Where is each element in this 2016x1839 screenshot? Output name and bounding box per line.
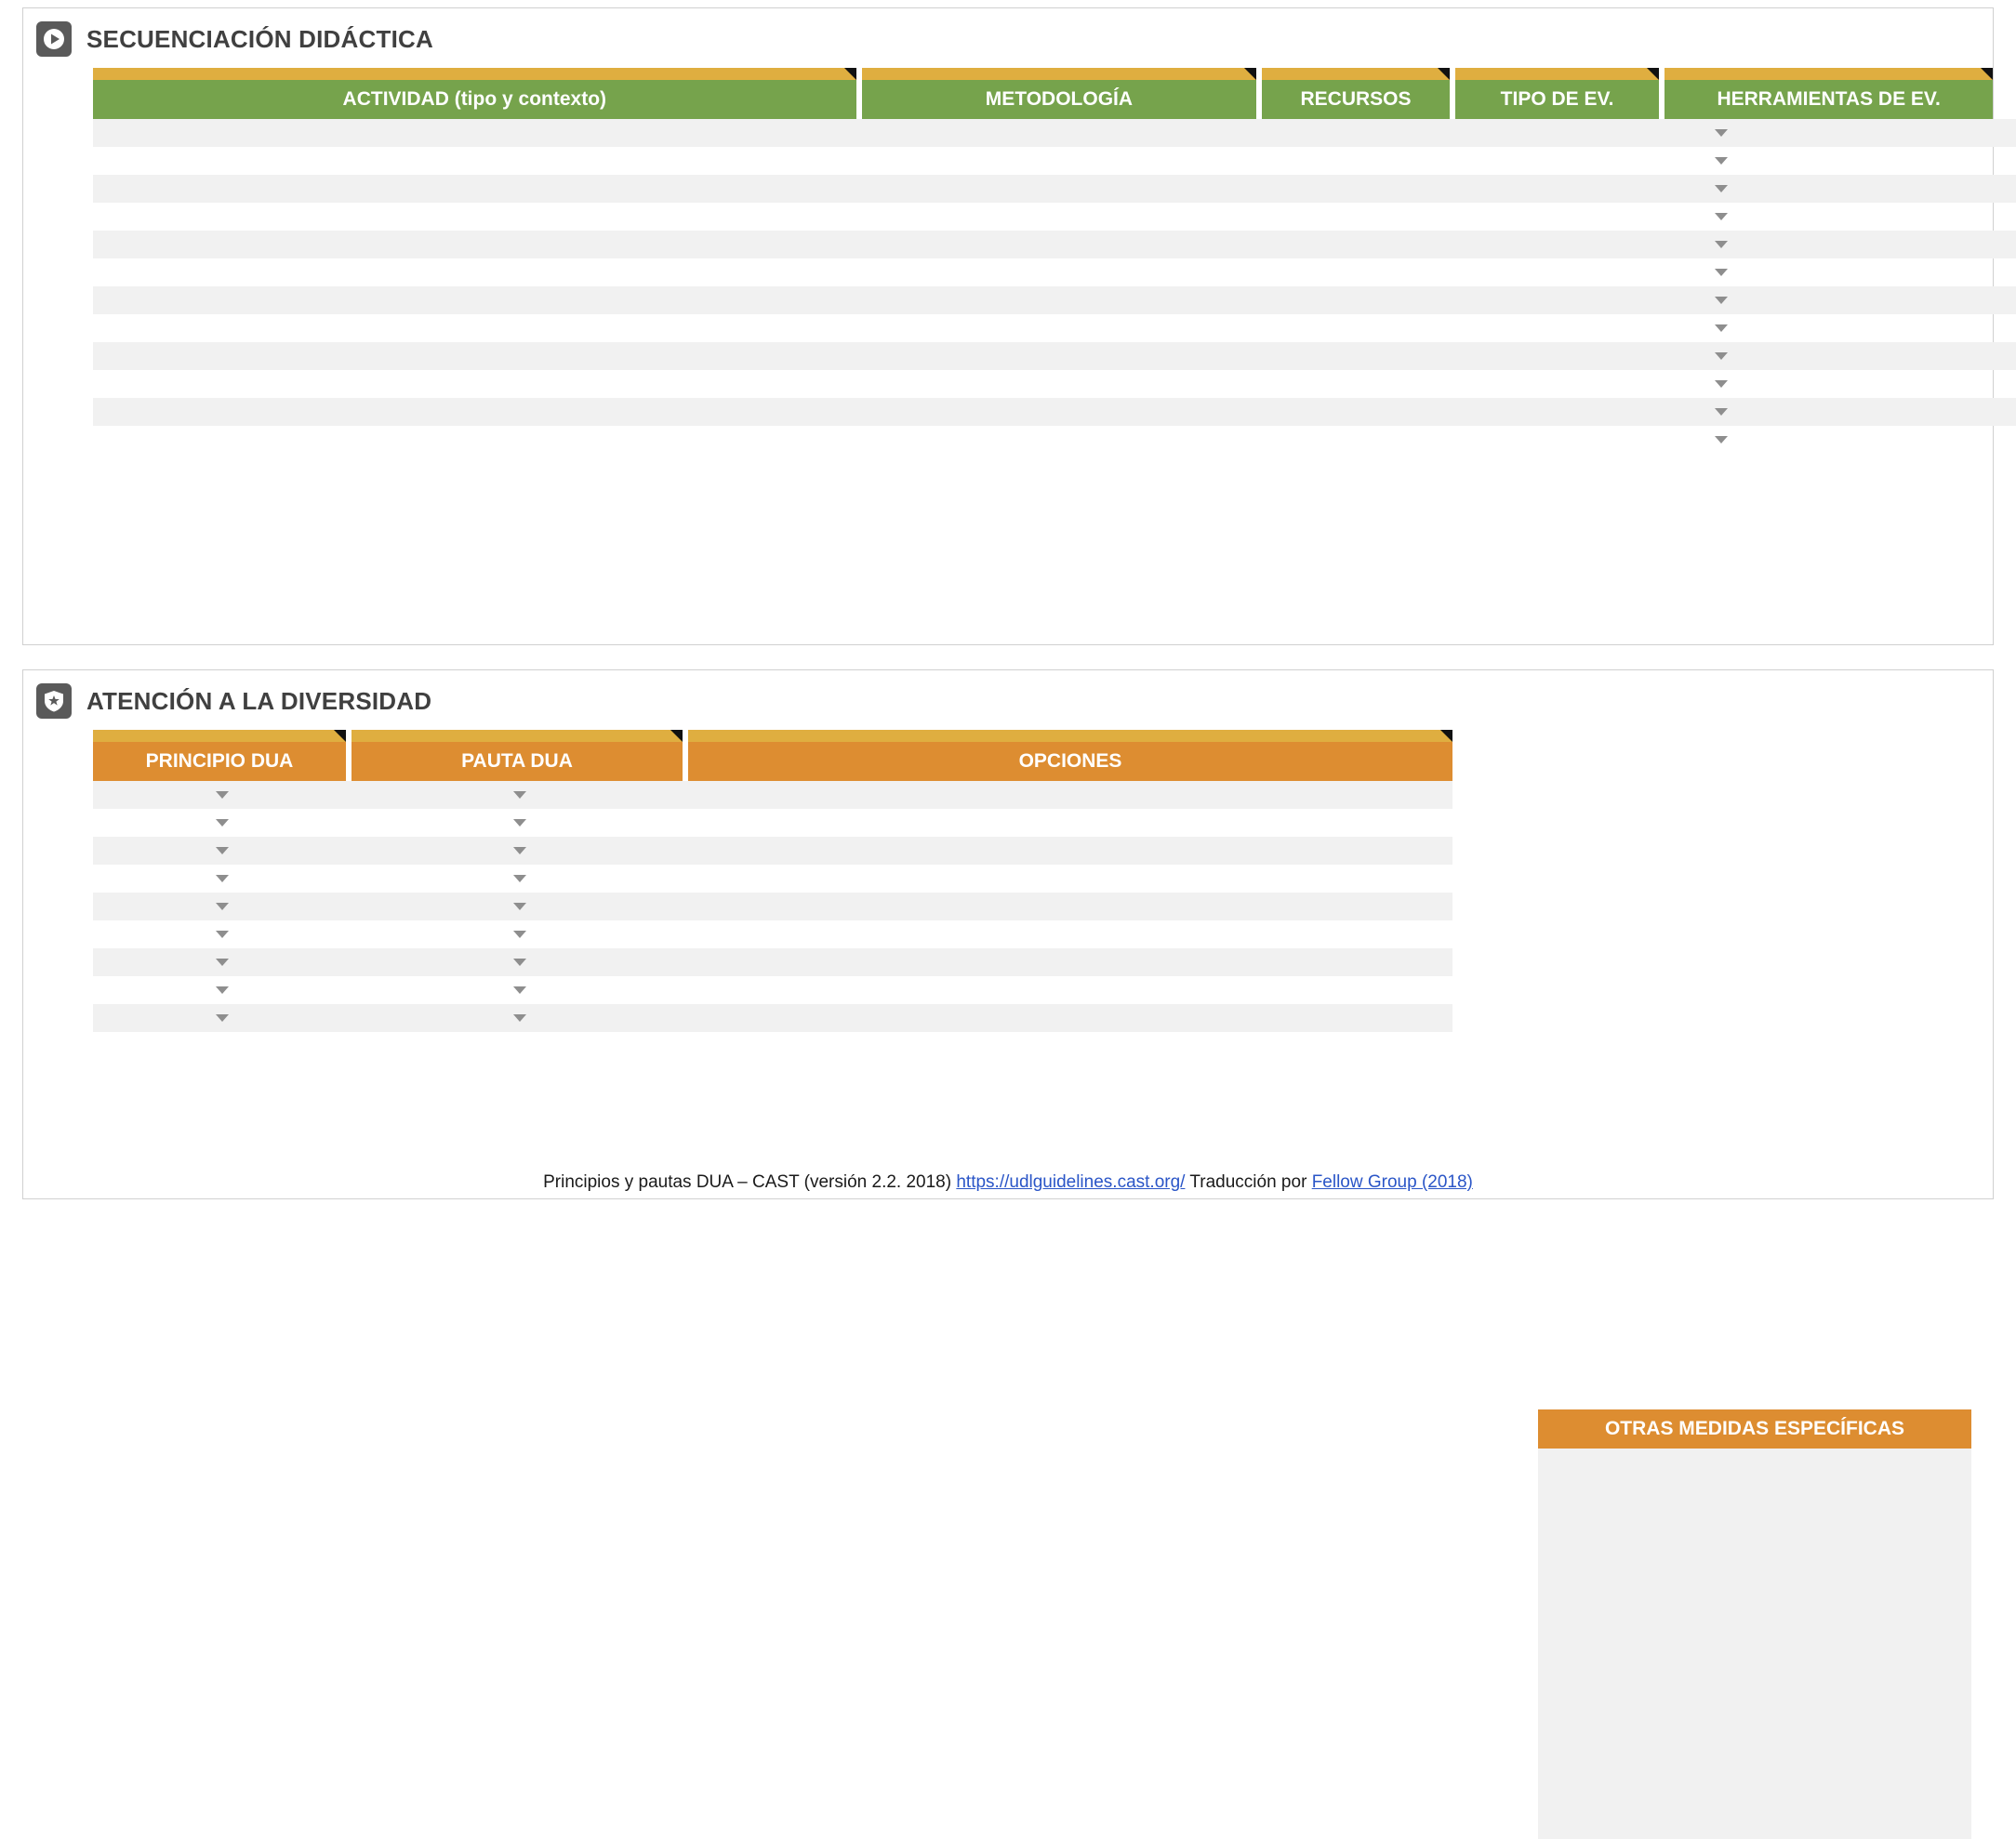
fold-corner-icon [1647, 68, 1659, 80]
table-cell-dropdown[interactable] [351, 948, 688, 976]
table-cell-dropdown[interactable] [1605, 147, 1837, 175]
table-cell-dropdown[interactable] [93, 781, 351, 809]
table-cell-dropdown[interactable] [351, 976, 688, 1004]
table-cell[interactable] [947, 258, 1391, 286]
table-cell[interactable] [1391, 258, 1605, 286]
section-secuenciacion-didactica [22, 7, 1994, 645]
table-header-row [93, 730, 1993, 781]
table-cell-dropdown[interactable] [1605, 119, 1837, 147]
table-cell[interactable] [1391, 342, 1605, 370]
column-header-actividad [93, 68, 856, 119]
table-cell-dropdown[interactable] [1605, 258, 1837, 286]
chevron-down-icon[interactable] [216, 847, 229, 854]
chevron-down-icon[interactable] [216, 986, 229, 994]
fold-corner-icon [670, 730, 683, 742]
table-cell[interactable] [1837, 370, 2016, 398]
table-cell[interactable] [93, 314, 947, 342]
table-cell[interactable] [93, 258, 947, 286]
table-cell-dropdown[interactable] [351, 865, 688, 893]
table-cell[interactable] [947, 314, 1391, 342]
table-cell[interactable] [93, 147, 947, 175]
table-cell[interactable] [1391, 203, 1605, 231]
table-cell[interactable] [1837, 258, 2016, 286]
table-cell[interactable] [947, 119, 1391, 147]
table-cell[interactable] [1837, 342, 2016, 370]
table-row[interactable] [93, 809, 1452, 837]
header-band [1665, 68, 1993, 80]
chevron-down-icon[interactable] [1715, 297, 1728, 304]
column-header-pauta-dua [351, 730, 683, 781]
header-band [93, 68, 856, 80]
table-row[interactable] [93, 175, 2016, 203]
page-title: ATENCIÓN A LA DIVERSIDAD [86, 686, 432, 715]
table-row[interactable] [93, 370, 2016, 398]
column-header-opciones [688, 730, 1452, 781]
chevron-down-icon[interactable] [1715, 380, 1728, 388]
table-cell[interactable] [1391, 286, 1605, 314]
column-header-label: PRINCIPIO DUA [93, 742, 346, 781]
column-header-label: TIPO DE EV. [1455, 80, 1660, 119]
fold-corner-icon [334, 730, 346, 742]
table-cell[interactable] [1391, 426, 1605, 454]
table-cell[interactable] [1837, 231, 2016, 258]
table-cell[interactable] [688, 976, 1452, 1004]
chevron-down-icon[interactable] [1715, 352, 1728, 360]
table-cell[interactable] [688, 920, 1452, 948]
chevron-down-icon[interactable] [513, 791, 526, 799]
table-cell[interactable] [1837, 147, 2016, 175]
header-band [862, 68, 1257, 80]
column-header-recursos [1262, 68, 1450, 119]
table-cell[interactable] [688, 948, 1452, 976]
table-cell[interactable] [93, 175, 947, 203]
header-band [1262, 68, 1450, 80]
table-cell[interactable] [947, 426, 1391, 454]
table-cell-dropdown[interactable] [351, 837, 688, 865]
table-cell-dropdown[interactable] [1605, 342, 1837, 370]
table-cell[interactable] [947, 370, 1391, 398]
table-cell-dropdown[interactable] [93, 865, 351, 893]
table-cell-dropdown[interactable] [351, 809, 688, 837]
chevron-down-icon[interactable] [216, 791, 229, 799]
table-cell[interactable] [688, 865, 1452, 893]
page-title: SECUENCIACIÓN DIDÁCTICA [86, 24, 433, 53]
column-header-label: HERRAMIENTAS DE EV. [1665, 80, 1993, 119]
table-cell[interactable] [93, 398, 947, 426]
otras-medidas-textarea[interactable] [1538, 1449, 1971, 1839]
table-cell-dropdown[interactable] [1605, 203, 1837, 231]
fold-corner-icon [1244, 68, 1256, 80]
table-cell[interactable] [1837, 426, 2016, 454]
table-cell-dropdown[interactable] [351, 1004, 688, 1032]
table-cell[interactable] [688, 837, 1452, 865]
table-cell-dropdown[interactable] [93, 837, 351, 865]
table-cell[interactable] [1391, 370, 1605, 398]
fold-corner-icon [1981, 68, 1993, 80]
column-header-label: OPCIONES [688, 742, 1452, 781]
table-cell[interactable] [1391, 314, 1605, 342]
table-diversidad [93, 730, 1993, 1032]
chevron-down-icon[interactable] [513, 959, 526, 966]
table-cell-dropdown[interactable] [1605, 398, 1837, 426]
table-body-secuenciacion [93, 119, 1993, 454]
table-cell[interactable] [1837, 398, 2016, 426]
table-row[interactable] [93, 865, 1452, 893]
footnote-text-middle: Traducción por [1185, 1172, 1312, 1192]
footnote-text-before: Principios y pautas DUA – CAST (versión 2.2. 2018) [543, 1172, 957, 1192]
column-header-label: PAUTA DUA [351, 742, 683, 781]
chevron-down-icon[interactable] [513, 819, 526, 827]
table-cell[interactable] [947, 231, 1391, 258]
chevron-down-icon[interactable] [513, 1014, 526, 1022]
table-cell[interactable] [947, 203, 1391, 231]
table-row[interactable] [93, 837, 1452, 865]
table-row[interactable] [93, 314, 2016, 342]
chevron-down-icon[interactable] [216, 819, 229, 827]
table-row[interactable] [93, 342, 2016, 370]
section-atencion-a-la-diversidad [22, 669, 1994, 1439]
chevron-down-icon[interactable] [1715, 157, 1728, 165]
column-header-tipo-de-ev [1455, 68, 1660, 119]
column-header-herramientas-de-ev [1665, 68, 1993, 119]
table-cell[interactable] [1391, 147, 1605, 175]
footnote-link-cast[interactable]: https://udlguidelines.cast.org/ [956, 1172, 1186, 1192]
table-row[interactable] [93, 976, 1452, 1004]
chevron-down-icon[interactable] [513, 847, 526, 854]
table-row[interactable] [93, 286, 2016, 314]
table-cell-dropdown[interactable] [93, 1004, 351, 1032]
table-row[interactable] [93, 948, 1452, 976]
column-header-label: RECURSOS [1262, 80, 1450, 119]
table-body-diversidad [93, 781, 1993, 1032]
table-row[interactable] [93, 781, 1452, 809]
table-cell[interactable] [688, 1004, 1452, 1032]
chevron-down-icon[interactable] [1715, 213, 1728, 220]
table-cell-dropdown[interactable] [1605, 370, 1837, 398]
table-secuenciacion [93, 68, 1993, 454]
table-cell[interactable] [93, 231, 947, 258]
table-cell[interactable] [947, 147, 1391, 175]
table-cell-dropdown[interactable] [93, 948, 351, 976]
header-band [93, 730, 346, 742]
header-band [1455, 68, 1660, 80]
table-row[interactable] [93, 426, 2016, 454]
table-cell-dropdown[interactable] [93, 809, 351, 837]
table-row[interactable] [93, 1004, 1452, 1032]
table-cell[interactable] [688, 781, 1452, 809]
table-cell[interactable] [93, 286, 947, 314]
chevron-down-icon[interactable] [513, 875, 526, 882]
column-header-principio-dua [93, 730, 346, 781]
table-cell[interactable] [947, 175, 1391, 203]
section-header [23, 8, 1993, 66]
table-cell[interactable] [688, 893, 1452, 920]
table-cell[interactable] [947, 398, 1391, 426]
table-row[interactable] [93, 398, 2016, 426]
chevron-down-icon[interactable] [216, 931, 229, 938]
footnote [23, 1172, 1993, 1193]
table-cell-dropdown[interactable] [351, 781, 688, 809]
table-cell-dropdown[interactable] [93, 976, 351, 1004]
table-row[interactable] [93, 258, 2016, 286]
section-header [23, 670, 1993, 728]
shield-star-icon [36, 683, 72, 719]
fold-corner-icon [844, 68, 856, 80]
otras-medidas-panel [1538, 1409, 1971, 1839]
table-cell-dropdown[interactable] [1605, 231, 1837, 258]
table-cell[interactable] [1837, 119, 2016, 147]
footnote-link-fellow-group[interactable]: Fellow Group (2018) [1311, 1172, 1473, 1192]
chevron-down-icon[interactable] [1715, 185, 1728, 192]
table-row[interactable] [93, 203, 2016, 231]
table-header-row [93, 68, 1993, 119]
table-cell[interactable] [1837, 286, 2016, 314]
table-cell[interactable] [1391, 119, 1605, 147]
chevron-down-icon[interactable] [1715, 241, 1728, 248]
chevron-down-icon[interactable] [216, 875, 229, 882]
table-cell-dropdown[interactable] [93, 920, 351, 948]
table-row[interactable] [93, 147, 2016, 175]
table-cell[interactable] [93, 426, 947, 454]
table-cell[interactable] [93, 203, 947, 231]
table-cell-dropdown[interactable] [351, 893, 688, 920]
table-cell-dropdown[interactable] [351, 920, 688, 948]
table-cell[interactable] [947, 342, 1391, 370]
table-cell[interactable] [1391, 175, 1605, 203]
table-row[interactable] [93, 920, 1452, 948]
table-cell[interactable] [1391, 398, 1605, 426]
table-cell-dropdown[interactable] [93, 893, 351, 920]
table-cell-dropdown[interactable] [1605, 286, 1837, 314]
table-cell[interactable] [1837, 314, 2016, 342]
table-row[interactable] [93, 893, 1452, 920]
otras-medidas-title: OTRAS MEDIDAS ESPECÍFICAS [1538, 1409, 1971, 1449]
table-cell[interactable] [93, 370, 947, 398]
header-band [351, 730, 683, 742]
chevron-down-icon[interactable] [216, 1014, 229, 1022]
header-band [688, 730, 1452, 742]
column-header-metodologia [862, 68, 1257, 119]
table-row[interactable] [93, 231, 2016, 258]
table-cell-dropdown[interactable] [1605, 426, 1837, 454]
fold-corner-icon [1440, 730, 1452, 742]
table-cell[interactable] [93, 342, 947, 370]
table-cell[interactable] [1391, 231, 1605, 258]
chevron-down-icon[interactable] [1715, 129, 1728, 137]
table-cell[interactable] [93, 119, 947, 147]
fold-corner-icon [1438, 68, 1450, 80]
table-cell[interactable] [1837, 175, 2016, 203]
chevron-down-icon[interactable] [1715, 269, 1728, 276]
table-cell-dropdown[interactable] [1605, 175, 1837, 203]
column-header-label: METODOLOGÍA [862, 80, 1257, 119]
chevron-down-icon[interactable] [216, 959, 229, 966]
table-cell[interactable] [947, 286, 1391, 314]
table-cell[interactable] [1837, 203, 2016, 231]
chevron-down-icon[interactable] [1715, 324, 1728, 332]
chevron-down-icon[interactable] [513, 986, 526, 994]
play-circle-icon [36, 21, 72, 57]
chevron-down-icon[interactable] [1715, 408, 1728, 416]
column-header-label: ACTIVIDAD (tipo y contexto) [93, 80, 856, 119]
chevron-down-icon[interactable] [216, 903, 229, 910]
table-cell[interactable] [688, 809, 1452, 837]
chevron-down-icon[interactable] [513, 931, 526, 938]
table-cell-dropdown[interactable] [1605, 314, 1837, 342]
table-row[interactable] [93, 119, 2016, 147]
chevron-down-icon[interactable] [1715, 436, 1728, 443]
chevron-down-icon[interactable] [513, 903, 526, 910]
